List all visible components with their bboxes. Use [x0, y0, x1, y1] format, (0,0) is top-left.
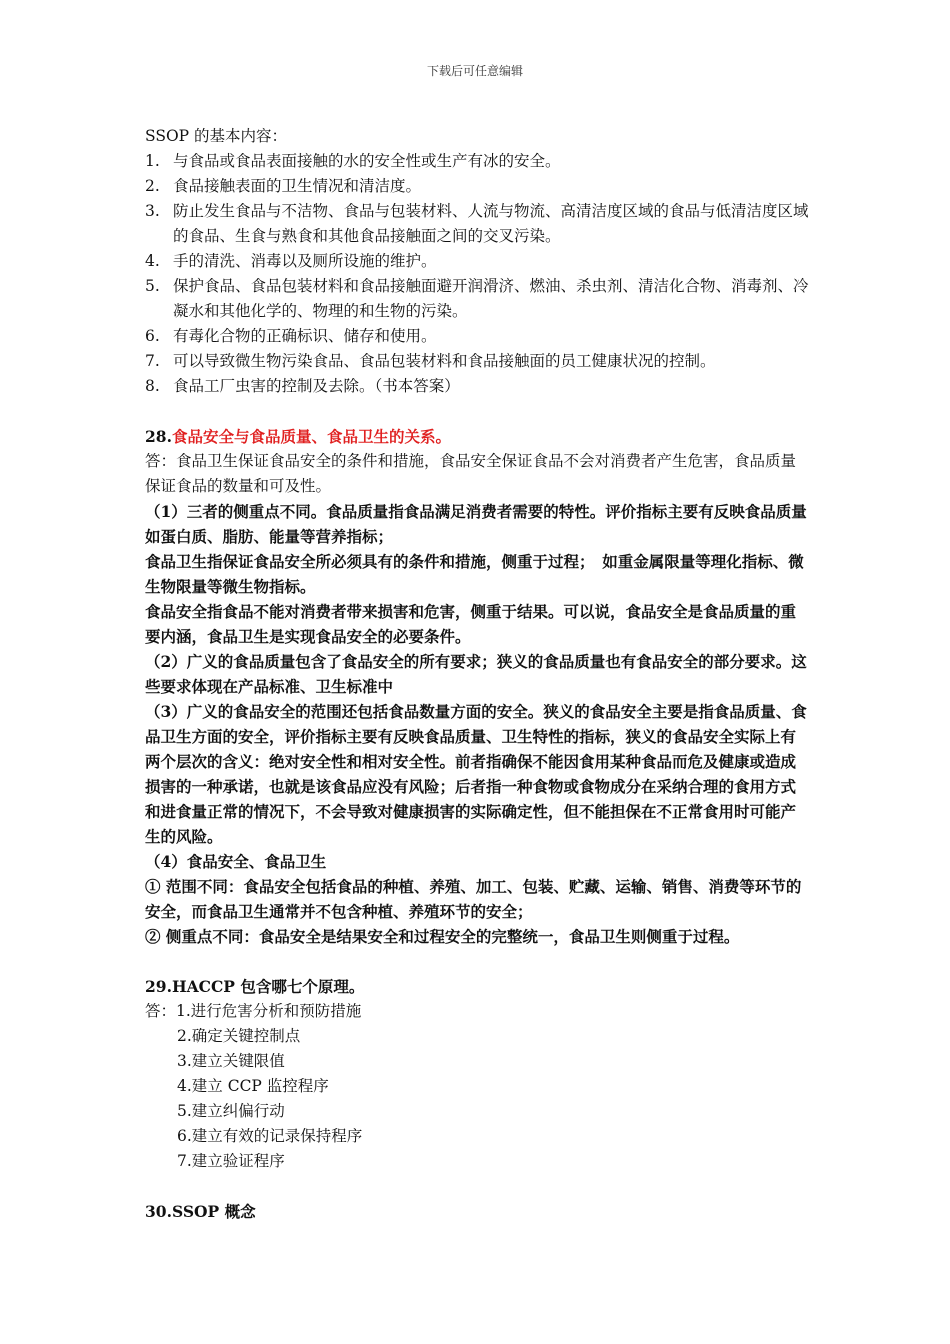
- question-30-heading: 30.SSOP 概念: [145, 1202, 256, 1221]
- question-28-heading: [145, 424, 810, 449]
- list-item-number: 2.: [145, 177, 160, 195]
- principle-item: 4.建立 CCP 监控程序: [177, 1077, 329, 1095]
- list-item: [145, 324, 810, 349]
- document-body: [145, 124, 810, 1224]
- answer-paragraph: （3）广义的食品安全的范围还包括食品数量方面的安全。狭义的食品安全主要是指食品质量、食品卫生方面的安全，评价指标主要有反映食品质量、卫生特性的指标，狭义的食品安全实际上有两个层次的含义：绝对安全性和相对安全性。前者指确保不能因食用某种食品而危及健康或造成损害的一种承诺，也就是该食品应没有风险；后者指一种食物或食物成分在采纳合理的食用方式和进食量正常的情况下，不会导致对健康损害的实际确定性，但不能担保在不正常食用时可能产生的风险。: [145, 702, 807, 846]
- list-item-text: 与食品或食品表面接触的水的安全性或生产有冰的安全。: [173, 152, 561, 170]
- list-item: [145, 374, 810, 399]
- question-title: 食品安全与食品质量、食品卫生的关系。: [171, 427, 451, 446]
- principle-item: 3.建立关键限值: [177, 1052, 285, 1070]
- list-item-number: 5.: [145, 277, 160, 295]
- list-item-number: 8.: [145, 377, 160, 395]
- principle-item: 6.建立有效的记录保持程序: [177, 1127, 363, 1145]
- list-item-text: 手的清洗、消毒以及厕所设施的维护。: [173, 252, 437, 270]
- answer-prefix: 答：: [145, 1002, 177, 1020]
- answer-paragraph: 食品安全指食品不能对消费者带来损害和危害，侧重于结果。可以说，食品安全是食品质量的重要内涵，食品卫生是实现食品安全的必要条件。: [145, 602, 797, 646]
- spacer: [145, 949, 810, 974]
- list-item-text: 可以导致微生物污染食品、食品包装材料和食品接触面的员工健康状况的控制。: [173, 352, 716, 370]
- list-item: [145, 349, 810, 374]
- list-item-text: 防止发生食品与不洁物、食品与包装材料、人流与物流、高清洁度区域的食品与低清洁度区域的食品、生食与熟食和其他食品接触面之间的交叉污染。: [173, 202, 809, 245]
- answer-paragraph: ① 范围不同：食品安全包括食品的种植、养殖、加工、包装、贮藏、运输、销售、消费等环节的安全，而食品卫生通常并不包含种植、养殖环节的安全；: [145, 877, 802, 921]
- list-item-number: 6.: [145, 327, 160, 345]
- answer-paragraph: （2）广义的食品质量包含了食品安全的所有要求；狭义的食品质量也有食品安全的部分要求。这些要求体现在产品标准、卫生标准中: [145, 652, 807, 696]
- answer-paragraph: ② 侧重点不同：食品安全是结果安全和过程安全的完整统一，食品卫生则侧重于过程。: [145, 927, 740, 946]
- spacer: [145, 399, 810, 424]
- list-item: [145, 249, 810, 274]
- question-28-answer: 答：食品卫生保证食品安全的条件和措施，食品安全保证食品不会对消费者产生危害，食品质量保证食品的数量和可及性。: [145, 452, 797, 495]
- ssop-contents-title: SSOP 的基本内容：: [145, 127, 288, 145]
- list-item-number: 7.: [145, 352, 160, 370]
- answer-paragraph: （4）食品安全、食品卫生: [145, 852, 327, 871]
- principle-item: 7.建立验证程序: [177, 1152, 285, 1170]
- list-item: [145, 199, 810, 249]
- answer-paragraph: （1）三者的侧重点不同。食品质量指食品满足消费者需要的特性。评价指标主要有反映食品质量如蛋白质、脂肪、能量等营养指标；: [145, 502, 807, 546]
- principle-item: 1.进行危害分析和预防措施: [176, 1002, 362, 1020]
- list-item-text: 有毒化合物的正确标识、储存和使用。: [173, 327, 437, 345]
- question-number: 28.: [145, 427, 172, 446]
- list-item: [145, 174, 810, 199]
- principle-item: 5.建立纠偏行动: [177, 1102, 285, 1120]
- ssop-contents-list: [145, 149, 810, 399]
- list-item: [145, 274, 810, 324]
- list-item-number: 3.: [145, 202, 160, 220]
- question-29-answer-first: [145, 999, 810, 1024]
- answer-paragraph: 食品卫生指保证食品安全所必须具有的条件和措施，侧重于过程； 如重金属限量等理化指标、微生物限量等微生物指标。: [145, 552, 804, 596]
- list-item-number: 4.: [145, 252, 160, 270]
- list-item-text: 食品工厂虫害的控制及去除。（书本答案）: [173, 377, 460, 395]
- list-item: [145, 149, 810, 174]
- principle-item: 2.确定关键控制点: [177, 1027, 301, 1045]
- list-item-text: 食品接触表面的卫生情况和清洁度。: [173, 177, 422, 195]
- list-item-number: 1.: [145, 152, 160, 170]
- page-header: 下载后可任意编辑: [426, 64, 523, 78]
- question-29-heading: 29.HACCP 包含哪七个原理。: [145, 977, 365, 996]
- list-item-text: 保护食品、食品包装材料和食品接触面避开润滑济、燃油、杀虫剂、清洁化合物、消毒剂、冷凝水和其他化学的、物理的和生物的污染。: [173, 277, 809, 320]
- spacer: [145, 1174, 810, 1199]
